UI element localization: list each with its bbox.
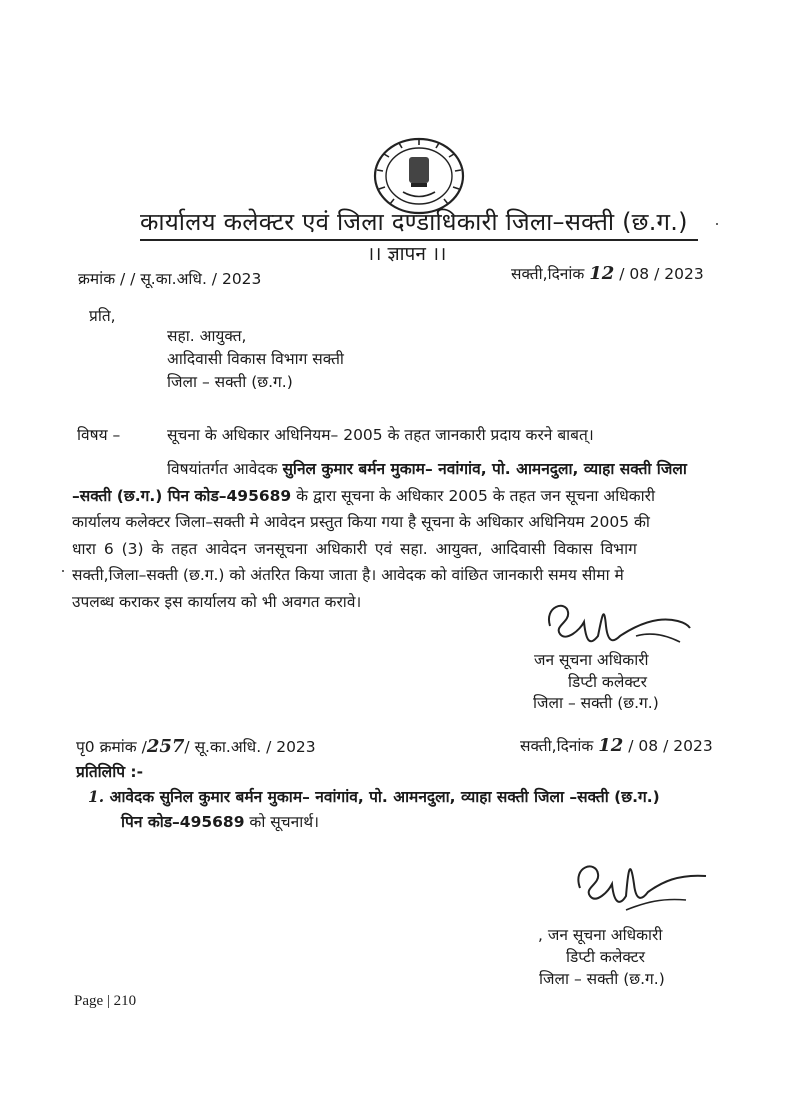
ref-date-handwritten: 12 — [589, 263, 615, 284]
copy-item-number: 1. — [88, 787, 105, 806]
body-line-2-b: के द्वारा सूचना के अधिकार 2005 के तहत जन सूचना अधिकारी — [291, 486, 656, 505]
page-number: Page | 210 — [74, 993, 137, 1009]
ref-number: क्रमांक / / सू.का.अधि. / 2023 — [78, 270, 262, 288]
subject-text: सूचना के अधिकार अधिनियम– 2005 के तहत जानकारी प्रदाय करने बाबत्। — [167, 426, 594, 444]
copy-item-line-2 — [121, 810, 319, 832]
ref-date-prefix: सक्ती,दिनांक — [511, 265, 585, 283]
body-line-2-a: –सक्ती (छ.ग.) पिन कोड–495689 — [72, 486, 292, 505]
ref-date-suffix: / 08 / 2023 — [619, 265, 704, 283]
endorsement-date-handwritten: 12 — [598, 735, 624, 756]
copy-item-line-2-b: को सूचनार्थ। — [244, 813, 319, 831]
body-line-2 — [72, 483, 772, 510]
body-paragraph — [72, 456, 772, 615]
signature2-line-2: डिप्टी कलेक्टर — [566, 948, 645, 966]
body-line-1-a: विषयांतर्गत आवेदक — [167, 460, 283, 478]
to-line-3: जिला – सक्ती (छ.ग.) — [167, 373, 293, 391]
body-line-5: सक्ती,जिला–सक्ती (छ.ग.) को अंतरित किया जाता है। आवेदक को वांछित जानकारी समय सीमा मे — [72, 566, 624, 584]
endorsement-number — [76, 735, 316, 757]
endorsement-number-prefix: पृ0 क्रमांक / — [76, 738, 147, 756]
memo-label: ।। ज्ञापन ।। — [367, 243, 447, 265]
body-line-3: कार्यालय कलेक्टर जिला–सक्ती मे आवेदन प्रस्तुत किया गया है सूचना के अधिकार अधिनियम 2005 की — [72, 513, 650, 531]
body-line-4: धारा 6 (3) के तहत आवेदन जनसूचना अधिकारी एवं सहा. आयुक्त, आदिवासी विकास विभाग — [72, 539, 637, 558]
copy-label: प्रतिलिपि :- — [76, 763, 144, 781]
body-line-6: उपलब्ध कराकर इस कार्यालय को भी अवगत करावे। — [72, 592, 362, 611]
ref-date — [511, 262, 704, 284]
handwritten-signature-icon — [566, 848, 716, 926]
to-label: प्रति, — [89, 307, 116, 325]
to-line-1: सहा. आयुक्त, — [167, 327, 247, 345]
copy-item-line-1: आवेदक सुनिल कुमार बर्मन मुकाम– नवांगांव, पो. आमनदुला, व्याहा सक्ती जिला –सक्ती (छ.ग.) — [109, 788, 660, 806]
to-line-2: आदिवासी विकास विभाग सक्ती — [167, 350, 344, 368]
signature1-line-3: जिला – सक्ती (छ.ग.) — [533, 694, 659, 712]
endorsement-date-prefix: सक्ती,दिनांक — [520, 737, 594, 755]
copy-item — [88, 785, 660, 807]
endorsement-number-handwritten: 257 — [146, 736, 185, 757]
subject-label: विषय – — [77, 426, 121, 444]
body-line-1 — [72, 456, 772, 483]
signature1-line-2: डिप्टी कलेक्टर — [568, 673, 647, 691]
body-line-1-b: सुनिल कुमार बर्मन मुकाम– नवांगांव, पो. आमनदुला, व्याहा सक्ती जिला — [282, 460, 687, 478]
signature1-line-1: जन सूचना अधिकारी — [534, 651, 649, 669]
scan-speck — [716, 223, 718, 225]
state-emblem-icon — [373, 137, 465, 215]
scan-speck — [62, 570, 64, 572]
office-title: कार्यालय कलेक्टर एवं जिला दण्डाधिकारी जिला–सक्ती (छ.ग.) — [140, 208, 688, 236]
endorsement-number-suffix: / सू.का.अधि. / 2023 — [184, 738, 316, 756]
signature2-line-1: , जन सूचना अधिकारी — [538, 926, 663, 944]
endorsement-date-suffix: / 08 / 2023 — [628, 737, 713, 755]
endorsement-date — [520, 734, 713, 756]
signature2-line-3: जिला – सक्ती (छ.ग.) — [539, 970, 665, 988]
copy-item-line-2-a: पिन कोड–495689 — [121, 813, 245, 831]
